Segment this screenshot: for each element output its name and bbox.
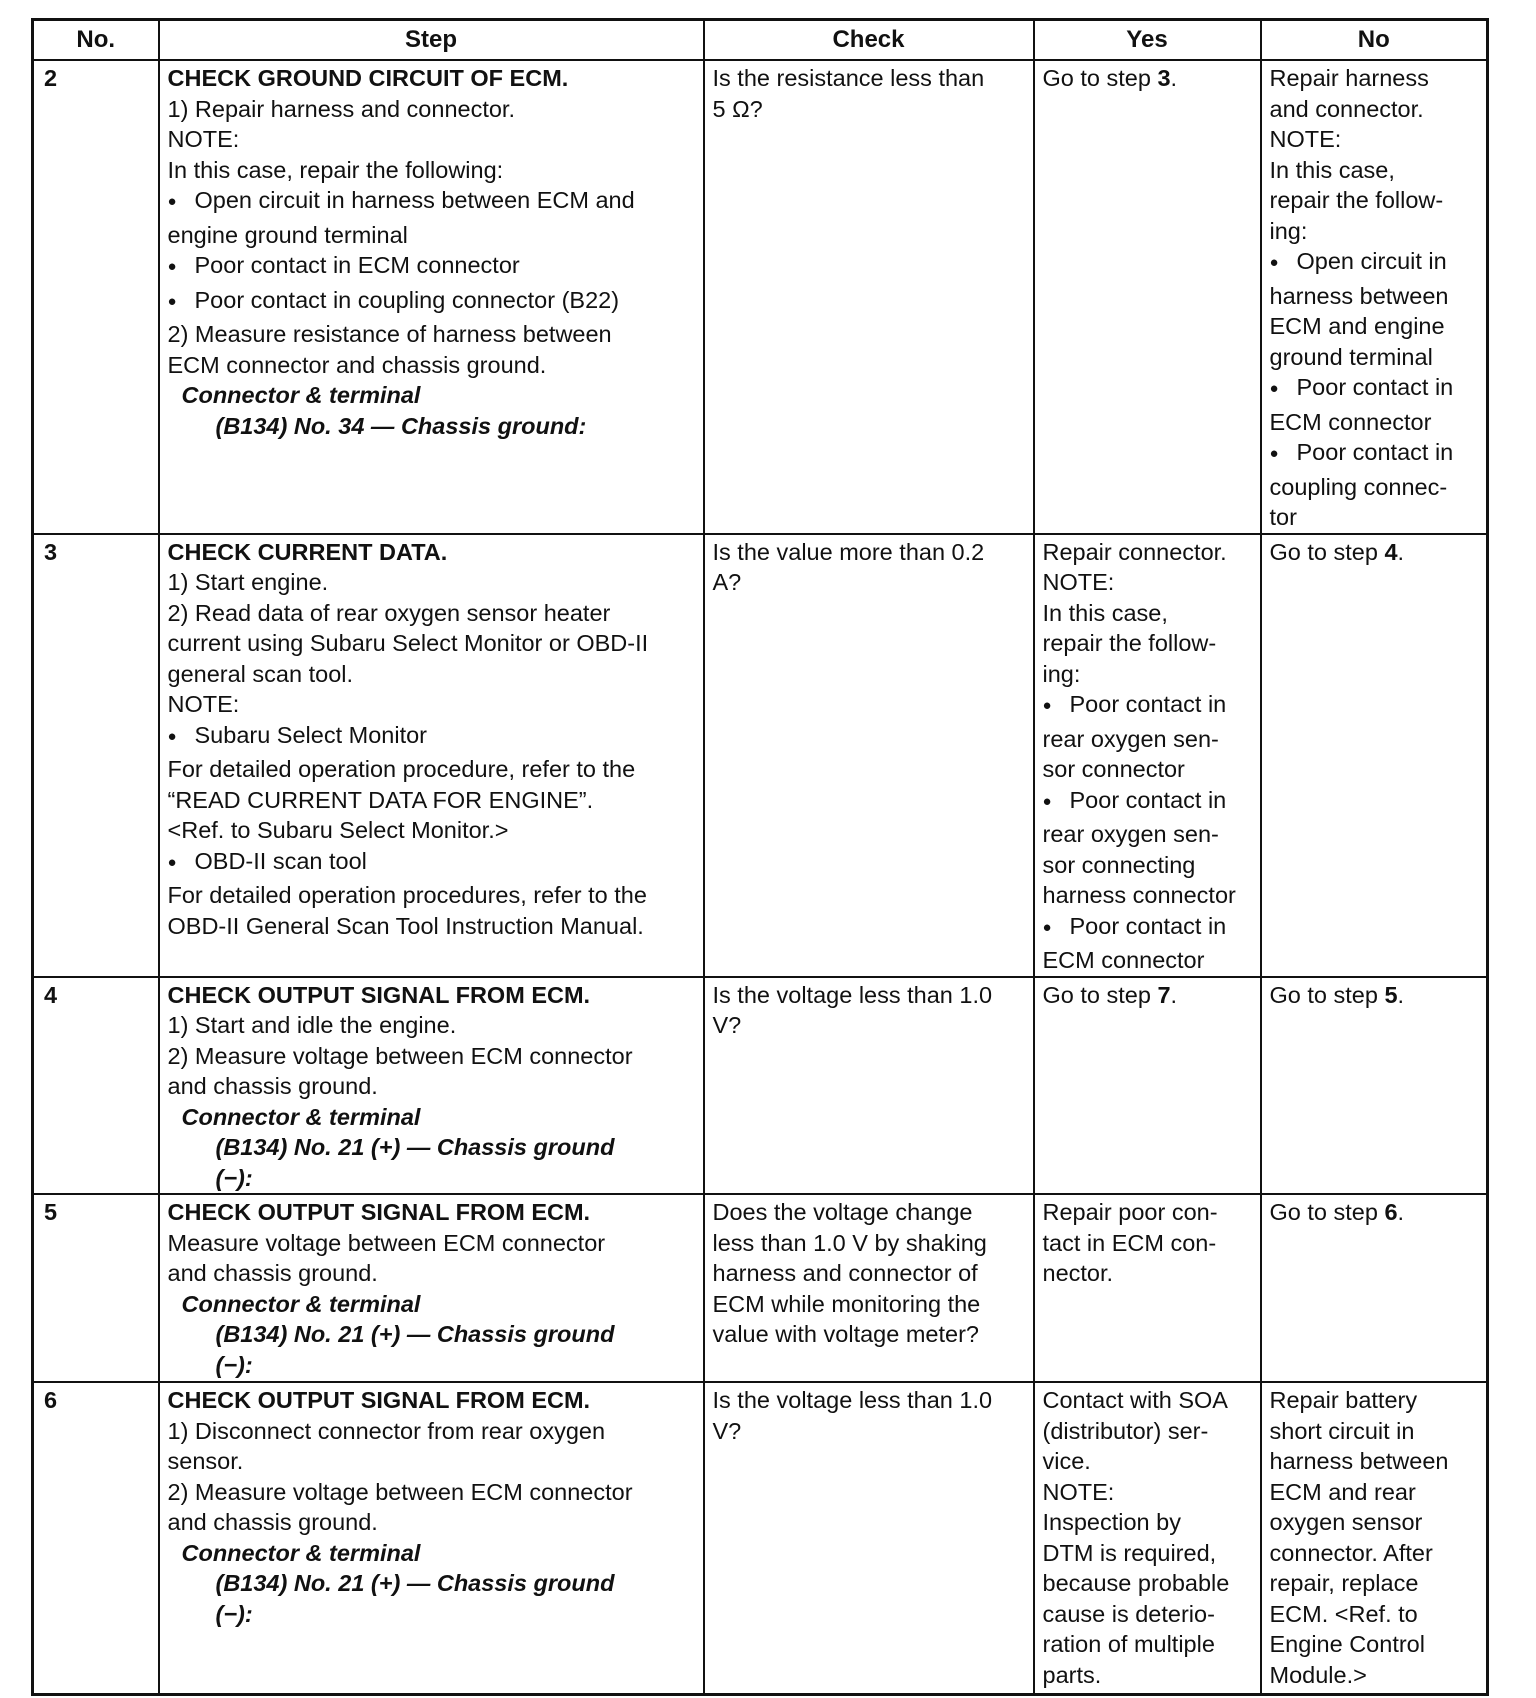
line-text: DTM is required, — [1042, 1539, 1217, 1566]
line-text: Engine Control — [1269, 1631, 1425, 1657]
cell-step — [159, 1194, 704, 1382]
header-no: No. — [33, 20, 159, 61]
cell-check — [704, 60, 1034, 534]
bullet-icon — [168, 285, 195, 320]
line-text: Module.> — [1269, 1661, 1367, 1688]
line-suffix: . — [1170, 981, 1178, 1008]
line-text: harness and connector of — [712, 1260, 978, 1286]
line-text: Contact with SOA — [1042, 1387, 1228, 1413]
text-line — [713, 1228, 1025, 1259]
line-text: In this case, repair the following: — [167, 156, 504, 183]
text-line — [168, 1599, 695, 1630]
text-line — [1043, 1538, 1252, 1569]
table-header-row — [33, 20, 1488, 61]
text-line — [713, 1010, 1025, 1041]
line-text: ECM while monitoring the — [712, 1290, 981, 1317]
line-text: NOTE: — [167, 126, 240, 152]
line-text: Subaru Select Monitor — [194, 721, 428, 748]
text-line — [1043, 1568, 1252, 1599]
text-line — [1270, 1568, 1479, 1599]
bullet-icon — [1043, 911, 1070, 946]
step-number: 5 — [1384, 981, 1398, 1008]
text-line — [713, 63, 1025, 94]
line-text: (−): — [215, 1351, 253, 1378]
text-line — [168, 1538, 695, 1569]
bullet-icon — [1270, 372, 1297, 407]
cell-step — [159, 977, 704, 1195]
line-text: Poor contact in — [1069, 786, 1227, 813]
line-text: sor connecting — [1042, 851, 1196, 878]
bullet-icon — [168, 846, 195, 881]
line-text: oxygen sensor — [1269, 1509, 1423, 1535]
text-line — [168, 63, 695, 94]
table-row — [33, 1382, 1488, 1694]
text-line — [168, 220, 695, 251]
line-text: because probable — [1042, 1570, 1230, 1596]
text-line — [168, 689, 695, 720]
line-text: NOTE: — [1269, 126, 1342, 152]
bullet-icon — [1270, 246, 1297, 281]
text-line — [1043, 567, 1252, 598]
cell-check — [704, 534, 1034, 977]
header-no-result: No — [1261, 20, 1488, 61]
text-line — [1043, 1507, 1252, 1538]
cell-no-result — [1261, 60, 1488, 534]
text-line — [168, 980, 695, 1011]
text-line — [1043, 1228, 1252, 1259]
text-line — [1043, 819, 1252, 850]
text-line — [1043, 980, 1252, 1011]
line-text: ECM and engine — [1269, 313, 1445, 339]
line-text: less than 1.0 V by shaking — [712, 1229, 987, 1256]
text-line — [1043, 1385, 1252, 1416]
line-text: ECM connector — [1269, 408, 1432, 435]
text-line — [168, 754, 695, 785]
line-text: Poor contact in — [1296, 439, 1454, 465]
text-line — [168, 1289, 695, 1320]
text-line — [713, 1258, 1025, 1289]
text-line — [1270, 342, 1479, 373]
text-line — [168, 1010, 695, 1041]
text-line — [1043, 945, 1252, 976]
line-text: Is the value more than 0.2 — [712, 538, 985, 565]
text-line — [1043, 1258, 1252, 1289]
cell-no: 4 — [33, 977, 159, 1195]
line-text: 2) Measure resistance of harness between — [167, 321, 612, 347]
line-text: Go to step — [1269, 981, 1385, 1008]
text-line — [1043, 785, 1252, 820]
text-line — [1270, 185, 1479, 216]
cell-check — [704, 1194, 1034, 1382]
line-text: Repair battery — [1269, 1387, 1418, 1413]
text-line — [168, 250, 695, 285]
line-text: OBD-II General Scan Tool Instruction Manual. — [167, 912, 644, 939]
line-text: A? — [712, 569, 742, 595]
line-text: Repair poor con- — [1042, 1199, 1218, 1225]
text-line — [1043, 659, 1252, 690]
text-line — [1043, 1446, 1252, 1477]
cell-no: 5 — [33, 1194, 159, 1382]
text-line — [1270, 1416, 1479, 1447]
text-line — [168, 1507, 695, 1538]
text-line — [168, 537, 695, 568]
text-line — [168, 1258, 695, 1289]
text-line — [1270, 281, 1479, 312]
text-line — [713, 94, 1025, 125]
line-text: Go to step — [1042, 981, 1158, 1008]
line-text: engine ground terminal — [167, 221, 408, 248]
text-line — [168, 1416, 695, 1447]
line-text: connector. After — [1269, 1539, 1433, 1566]
line-text: Go to step — [1042, 65, 1158, 91]
text-line — [1043, 689, 1252, 724]
text-line — [713, 1319, 1025, 1350]
text-line — [1270, 1385, 1479, 1416]
cell-no-result — [1261, 1382, 1488, 1694]
text-line — [1043, 1660, 1252, 1691]
cell-yes — [1034, 60, 1261, 534]
cell-yes — [1034, 1382, 1261, 1694]
text-line — [1043, 628, 1252, 659]
text-line — [168, 285, 695, 320]
line-text: Poor contact in — [1069, 691, 1227, 717]
line-text: Open circuit in harness between ECM and — [194, 187, 635, 213]
text-line — [168, 1197, 695, 1228]
line-text: NOTE: — [167, 691, 240, 717]
line-text: Poor contact in — [1069, 912, 1227, 939]
text-line — [713, 567, 1025, 598]
text-line — [1270, 1629, 1479, 1660]
line-text: ECM connector — [1042, 947, 1205, 973]
text-line — [168, 1446, 695, 1477]
header-yes: Yes — [1034, 20, 1261, 61]
line-text: ration of multiple — [1042, 1631, 1215, 1657]
line-text: harness between — [1269, 282, 1449, 309]
line-text: ing: — [1042, 660, 1081, 687]
line-text: Poor contact in coupling connector (B22) — [194, 286, 620, 313]
text-line — [1043, 911, 1252, 946]
line-text: (distributor) ser- — [1042, 1417, 1209, 1444]
cell-no-result — [1261, 977, 1488, 1195]
text-line — [168, 350, 695, 381]
line-text: repair the follow- — [1269, 187, 1444, 213]
text-line — [1270, 372, 1479, 407]
step-number: 6 — [1384, 1199, 1398, 1225]
cell-step — [159, 534, 704, 977]
text-line — [1043, 598, 1252, 629]
line-text: harness connector — [1042, 882, 1236, 908]
line-text: Does the voltage change — [712, 1199, 973, 1225]
line-text: ECM and rear — [1269, 1478, 1416, 1505]
text-line — [168, 155, 695, 186]
line-text: parts. — [1042, 1661, 1102, 1688]
text-line — [168, 94, 695, 125]
text-line — [1270, 1477, 1479, 1508]
text-line — [168, 598, 695, 629]
bullet-icon — [168, 185, 195, 220]
line-text: sensor. — [167, 1448, 244, 1474]
bullet-icon — [1270, 437, 1297, 472]
line-text: For detailed operation procedures, refer to the — [167, 882, 647, 908]
line-text: Connector & terminal — [181, 1103, 421, 1130]
line-text: and connector. — [1269, 95, 1424, 122]
text-line — [168, 911, 695, 942]
text-line — [713, 1289, 1025, 1320]
table-row — [33, 977, 1488, 1195]
line-text: Connector & terminal — [181, 1290, 421, 1317]
text-line — [1043, 1197, 1252, 1228]
line-text: (B134) No. 34 — Chassis ground: — [215, 412, 587, 439]
text-line — [168, 720, 695, 755]
line-suffix: . — [1170, 65, 1178, 91]
line-text: ing: — [1269, 217, 1308, 244]
text-line — [713, 980, 1025, 1011]
text-line — [1043, 63, 1252, 94]
line-text: Go to step — [1269, 538, 1385, 565]
text-line — [1043, 850, 1252, 881]
text-line — [168, 1132, 695, 1163]
text-line — [168, 1071, 695, 1102]
line-text: ECM. <Ref. to — [1269, 1600, 1418, 1627]
text-line — [1270, 94, 1479, 125]
cell-yes — [1034, 977, 1261, 1195]
text-line — [1270, 63, 1479, 94]
line-text: vice. — [1042, 1448, 1091, 1474]
bullet-icon — [168, 250, 195, 285]
bullet-icon — [1043, 689, 1070, 724]
text-line — [168, 628, 695, 659]
line-text: 1) Repair harness and connector. — [167, 95, 515, 122]
line-text: Connector & terminal — [181, 1539, 421, 1566]
step-number: 7 — [1157, 981, 1171, 1008]
text-line — [168, 1477, 695, 1508]
text-line — [1270, 1599, 1479, 1630]
text-line — [1270, 311, 1479, 342]
table-body — [33, 60, 1488, 1694]
line-text: (B134) No. 21 (+) — Chassis ground — [215, 1321, 615, 1347]
text-line — [1043, 1416, 1252, 1447]
line-text: (−): — [215, 1600, 253, 1627]
text-line — [1043, 537, 1252, 568]
line-text: NOTE: — [1042, 1478, 1115, 1505]
text-line — [168, 185, 695, 220]
text-line — [168, 815, 695, 846]
line-text: 2) Measure voltage between ECM connector — [167, 1478, 633, 1505]
line-text: Go to step — [1269, 1199, 1385, 1225]
cell-yes — [1034, 1194, 1261, 1382]
line-text: CHECK CURRENT DATA. — [167, 538, 448, 565]
line-text: repair the follow- — [1042, 630, 1217, 656]
text-line — [1270, 980, 1479, 1011]
text-line — [168, 1350, 695, 1381]
text-line — [168, 785, 695, 816]
line-text: For detailed operation procedure, refer to the — [167, 756, 636, 782]
header-check: Check — [704, 20, 1034, 61]
text-line — [168, 1041, 695, 1072]
text-line — [1270, 472, 1479, 503]
cell-no: 3 — [33, 534, 159, 977]
table-row — [33, 534, 1488, 977]
text-line — [1270, 437, 1479, 472]
line-text: “READ CURRENT DATA FOR ENGINE”. — [167, 786, 594, 813]
bullet-icon — [1043, 785, 1070, 820]
line-text: ground terminal — [1269, 343, 1433, 370]
cell-check — [704, 1382, 1034, 1694]
text-line — [168, 1319, 695, 1350]
line-text: Repair harness — [1269, 65, 1429, 91]
text-line — [1043, 1477, 1252, 1508]
line-text: CHECK OUTPUT SIGNAL FROM ECM. — [167, 1199, 591, 1225]
text-line — [713, 1385, 1025, 1416]
line-text: In this case, — [1042, 599, 1168, 626]
text-line — [713, 537, 1025, 568]
line-text: 1) Start engine. — [167, 569, 329, 595]
line-text: V? — [712, 1417, 742, 1444]
text-line — [1270, 124, 1479, 155]
text-line — [168, 880, 695, 911]
line-text: rear oxygen sen- — [1042, 821, 1219, 847]
line-text: short circuit in — [1269, 1417, 1415, 1444]
text-line — [168, 1385, 695, 1416]
cell-no: 2 — [33, 60, 159, 534]
text-line — [168, 124, 695, 155]
line-text: current using Subaru Select Monitor or OBD-II — [167, 630, 649, 656]
line-text: coupling connec- — [1269, 473, 1448, 500]
line-text: <Ref. to Subaru Select Monitor.> — [167, 817, 509, 843]
line-text: CHECK OUTPUT SIGNAL FROM ECM. — [167, 1387, 591, 1413]
header-step: Step — [159, 20, 704, 61]
table-row — [33, 60, 1488, 534]
line-text: 5 Ω? — [712, 95, 763, 122]
text-line — [1270, 1197, 1479, 1228]
line-text: In this case, — [1269, 156, 1395, 183]
line-text: OBD-II scan tool — [194, 847, 367, 874]
line-text: 2) Read data of rear oxygen sensor heater — [167, 599, 611, 626]
cell-no-result — [1261, 534, 1488, 977]
line-text: 1) Start and idle the engine. — [167, 1012, 457, 1038]
line-text: Open circuit in — [1296, 248, 1447, 274]
line-text: general scan tool. — [167, 660, 354, 687]
text-line — [1270, 1660, 1479, 1691]
cell-step — [159, 1382, 704, 1694]
line-suffix: . — [1397, 981, 1405, 1008]
line-text: Repair connector. — [1042, 538, 1227, 565]
text-line — [713, 1197, 1025, 1228]
step-number: 3 — [1157, 65, 1171, 91]
text-line — [168, 846, 695, 881]
line-text: rear oxygen sen- — [1042, 725, 1219, 752]
line-text: tact in ECM con- — [1042, 1229, 1217, 1256]
bullet-icon — [168, 720, 195, 755]
cell-no-result — [1261, 1194, 1488, 1382]
line-text: Is the voltage less than 1.0 — [712, 1387, 993, 1413]
line-text: 2) Measure voltage between ECM connector — [167, 1042, 633, 1069]
line-text: and chassis ground. — [167, 1509, 378, 1535]
step-number: 4 — [1384, 538, 1398, 565]
line-text: (B134) No. 21 (+) — Chassis ground — [215, 1570, 615, 1596]
text-line — [168, 1228, 695, 1259]
text-line — [168, 380, 695, 411]
line-text: repair, replace — [1269, 1570, 1419, 1596]
text-line — [168, 1163, 695, 1194]
cell-no: 6 — [33, 1382, 159, 1694]
text-line — [168, 319, 695, 350]
line-text: tor — [1269, 504, 1297, 530]
text-line — [1043, 1629, 1252, 1660]
line-text: Poor contact in — [1296, 374, 1454, 400]
line-text: sor connector — [1042, 756, 1185, 782]
line-text: Inspection by — [1042, 1509, 1181, 1535]
text-line — [1270, 537, 1479, 568]
line-text: V? — [712, 1012, 742, 1038]
text-line — [1270, 1538, 1479, 1569]
line-text: cause is deterio- — [1042, 1600, 1215, 1627]
text-line — [168, 1568, 695, 1599]
line-text: Measure voltage between ECM connector — [167, 1229, 606, 1256]
line-text: Connector & terminal — [181, 382, 421, 408]
line-text: value with voltage meter? — [712, 1321, 979, 1347]
line-text: harness between — [1269, 1448, 1449, 1474]
line-text: ECM connector and chassis ground. — [167, 351, 547, 378]
text-line — [1270, 155, 1479, 186]
text-line — [1270, 246, 1479, 281]
diagnostic-table — [31, 18, 1489, 1696]
line-suffix: . — [1397, 538, 1405, 565]
cell-yes — [1034, 534, 1261, 977]
text-line — [168, 411, 695, 442]
line-suffix: . — [1397, 1199, 1405, 1225]
text-line — [1043, 880, 1252, 911]
text-line — [1270, 1507, 1479, 1538]
text-line — [1043, 724, 1252, 755]
text-line — [1270, 216, 1479, 247]
text-line — [168, 1102, 695, 1133]
text-line — [1270, 1446, 1479, 1477]
cell-step — [159, 60, 704, 534]
line-text: (B134) No. 21 (+) — Chassis ground — [215, 1134, 615, 1160]
text-line — [1043, 754, 1252, 785]
line-text: Poor contact in ECM connector — [194, 252, 520, 278]
line-text: CHECK GROUND CIRCUIT OF ECM. — [167, 65, 569, 91]
line-text: and chassis ground. — [167, 1260, 378, 1286]
line-text: Is the voltage less than 1.0 — [712, 981, 993, 1008]
line-text: (−): — [215, 1164, 253, 1191]
line-text: and chassis ground. — [167, 1073, 378, 1099]
cell-check — [704, 977, 1034, 1195]
line-text: 1) Disconnect connector from rear oxygen — [167, 1417, 606, 1444]
text-line — [168, 567, 695, 598]
text-line — [168, 659, 695, 690]
line-text: NOTE: — [1042, 569, 1115, 595]
text-line — [713, 1416, 1025, 1447]
line-text: nector. — [1042, 1260, 1114, 1286]
line-text: CHECK OUTPUT SIGNAL FROM ECM. — [167, 981, 591, 1008]
text-line — [1270, 407, 1479, 438]
line-text: Is the resistance less than — [712, 65, 985, 91]
text-line — [1270, 502, 1479, 533]
text-line — [1043, 1599, 1252, 1630]
table-row — [33, 1194, 1488, 1382]
